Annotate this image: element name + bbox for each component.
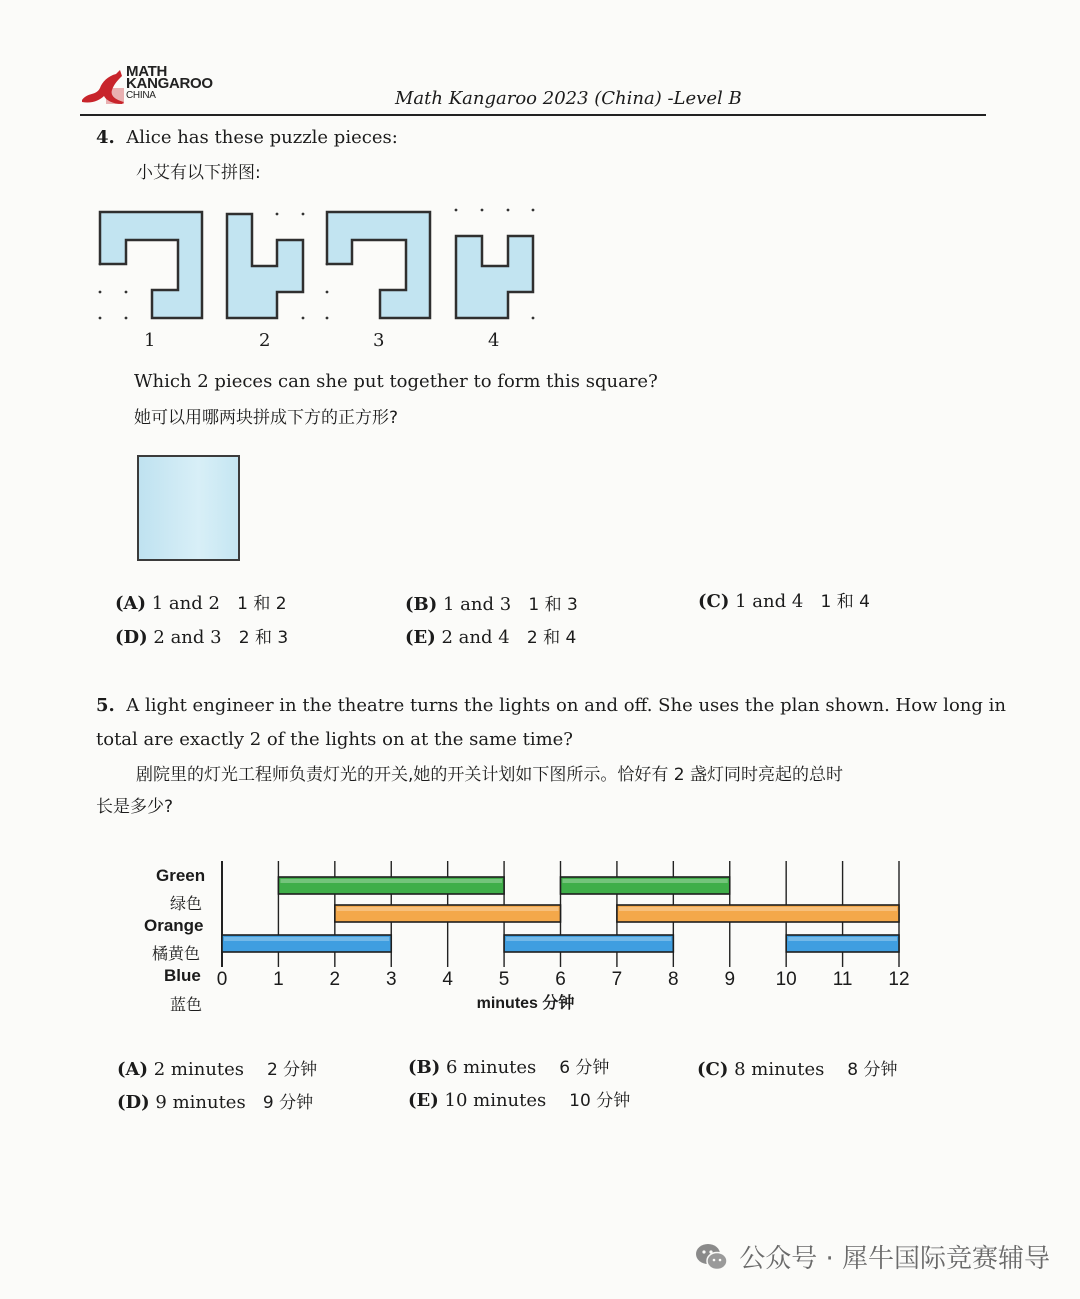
bar-highlight <box>619 907 897 911</box>
q4-option-e[interactable] <box>405 623 576 648</box>
option-text-cn: 10 分钟 <box>569 1091 631 1111</box>
q5-option-e[interactable] <box>408 1086 630 1111</box>
bar-highlight <box>280 879 502 883</box>
lights-timeline-chart <box>200 855 920 1020</box>
logo-line-math: MATH <box>126 63 168 80</box>
row-label-orange: Orange <box>144 916 204 935</box>
option-text-en: 6 minutes <box>445 1057 537 1078</box>
math-kangaroo-logo <box>78 63 228 112</box>
tick-label: 10 <box>775 969 797 990</box>
q4-text-en: Alice has these puzzle pieces: <box>126 127 398 148</box>
q5-text-en-line1: A light engineer in the theatre turns the lights on and off. She uses the plan shown. How long in <box>126 695 1006 716</box>
tick-label: 3 <box>385 969 397 990</box>
option-text-en: 1 and 2 <box>151 593 220 614</box>
piece-label-3: 3 <box>373 330 385 351</box>
option-letter: (B) <box>408 1057 441 1078</box>
q4-option-b[interactable] <box>405 590 578 615</box>
row-label-orange-cn: 橘黄色 <box>152 944 201 963</box>
tick-label: 7 <box>611 969 623 990</box>
kangaroo-icon <box>78 66 128 110</box>
row-label-blue-cn: 蓝色 <box>170 995 203 1014</box>
option-text-cn: 8 分钟 <box>847 1060 898 1080</box>
q5-option-a[interactable] <box>117 1055 317 1080</box>
option-text-cn: 1 和 3 <box>528 595 578 615</box>
header-divider <box>80 114 986 116</box>
q5-option-d[interactable] <box>117 1088 313 1113</box>
wechat-icon <box>695 1242 729 1272</box>
tick-label: 4 <box>442 969 453 990</box>
bar-highlight <box>337 907 559 911</box>
option-text-cn: 2 分钟 <box>266 1060 318 1080</box>
q4-option-a[interactable] <box>115 589 287 614</box>
q4-question-en: Which 2 pieces can she put together to form this square? <box>134 371 658 392</box>
option-text-cn: 2 和 3 <box>238 628 289 648</box>
logo-text <box>126 63 213 102</box>
option-text-en: 8 minutes <box>734 1059 825 1080</box>
option-text-cn: 2 和 4 <box>526 628 577 648</box>
q4-prompt <box>96 127 398 148</box>
bar-highlight <box>788 937 897 941</box>
tick-label: 0 <box>216 969 228 990</box>
bar-highlight <box>506 937 671 941</box>
option-letter: (A) <box>117 1059 148 1080</box>
tick-label: 8 <box>668 969 679 990</box>
option-text-cn: 9 分钟 <box>262 1093 314 1113</box>
option-text-en: 2 and 3 <box>153 627 222 648</box>
q4-number: 4. <box>96 127 115 148</box>
q5-prompt-line1 <box>96 695 1006 716</box>
tick-label: 9 <box>724 969 736 990</box>
logo-line-china: CHINA <box>126 90 156 101</box>
row-label-green-cn: 绿色 <box>170 894 203 913</box>
option-letter: (D) <box>115 627 148 648</box>
wechat-watermark <box>695 1238 1050 1275</box>
row-label-blue: Blue <box>164 966 201 985</box>
option-text-cn: 6 分钟 <box>559 1058 610 1078</box>
option-text-cn: 1 和 2 <box>237 594 287 614</box>
option-letter: (C) <box>697 1059 729 1080</box>
q4-question-cn: 她可以用哪两块拼成下方的正方形? <box>134 408 399 428</box>
q5-option-c[interactable] <box>697 1055 898 1080</box>
bar-highlight <box>224 937 389 941</box>
q5-option-b[interactable] <box>408 1053 609 1078</box>
q5-text-en-line2: total are exactly 2 of the lights on at the same time? <box>96 729 573 750</box>
page-header-title: Math Kangaroo 2023 (China) -Level B <box>395 88 742 109</box>
tick-label: 12 <box>888 969 910 990</box>
puzzle-piece-3 <box>327 212 430 318</box>
q4-text-cn: 小艾有以下拼图: <box>136 163 261 183</box>
option-text-en: 2 and 4 <box>441 627 510 648</box>
puzzle-piece-1 <box>100 212 202 318</box>
q5-number: 5. <box>96 695 115 716</box>
tick-label: 6 <box>555 969 566 990</box>
q5-text-cn-line2: 长是多少? <box>96 797 174 817</box>
puzzle-pieces-figure <box>90 200 550 330</box>
bar-highlight <box>563 879 728 883</box>
puzzle-piece-4 <box>456 236 533 318</box>
option-text-en: 1 and 4 <box>735 591 804 612</box>
piece-label-2: 2 <box>259 330 271 351</box>
option-text-cn: 1 和 4 <box>820 592 870 612</box>
tick-label: 1 <box>273 969 284 990</box>
tick-label: 2 <box>329 969 341 990</box>
option-text-en: 9 minutes <box>155 1092 246 1113</box>
logo-line-kangaroo: KANGAROO <box>126 75 213 92</box>
x-axis-label: minutes 分钟 <box>476 995 575 1012</box>
option-text-en: 1 and 3 <box>442 594 512 615</box>
q4-option-d[interactable] <box>115 623 288 648</box>
option-letter: (E) <box>405 627 436 648</box>
option-text-en: 10 minutes <box>444 1090 547 1111</box>
option-letter: (A) <box>115 593 146 614</box>
option-letter: (E) <box>408 1090 439 1111</box>
target-square <box>137 455 240 561</box>
option-text-en: 2 minutes <box>153 1059 245 1080</box>
piece-label-4: 4 <box>488 330 500 351</box>
q4-option-c[interactable] <box>698 587 870 612</box>
tick-label: 11 <box>832 969 853 990</box>
q5-text-cn-line1: 剧院里的灯光工程师负责灯光的开关,她的开关计划如下图所示。恰好有 2 盏灯同时亮起的总时 <box>136 765 844 785</box>
tick-label: 5 <box>498 969 510 990</box>
row-label-green: Green <box>156 866 206 885</box>
watermark-text: 公众号 · 犀牛国际竞赛辅导 <box>739 1244 1050 1274</box>
option-letter: (C) <box>698 591 730 612</box>
piece-label-1: 1 <box>144 330 156 351</box>
puzzle-piece-2 <box>227 214 303 318</box>
option-letter: (D) <box>117 1092 150 1113</box>
option-letter: (B) <box>405 594 438 615</box>
